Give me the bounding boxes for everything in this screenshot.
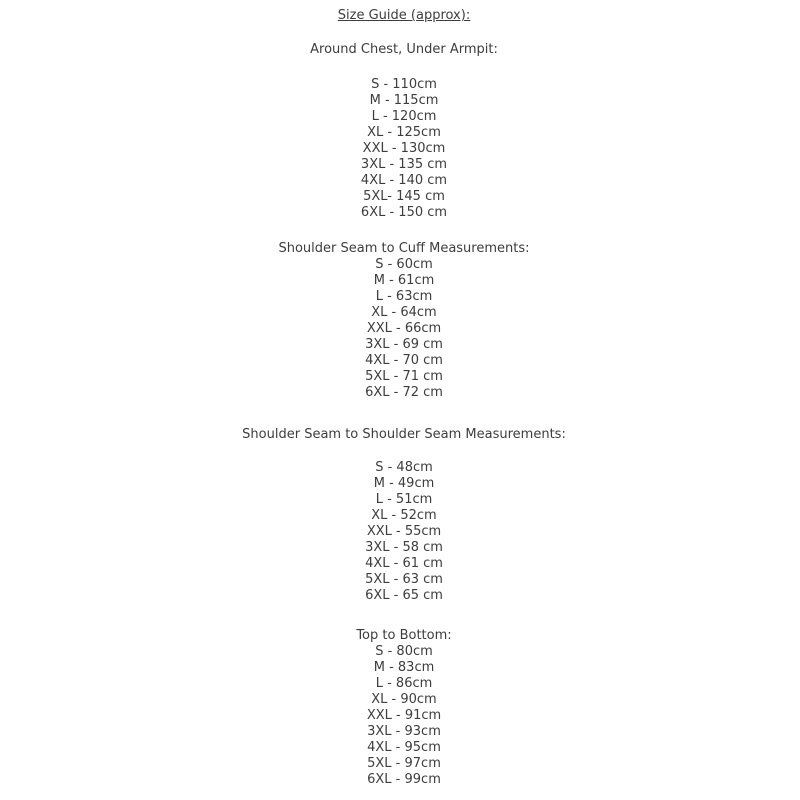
size-row: 4XL - 95cm [367,740,441,755]
size-row: 5XL - 63 cm [365,572,443,587]
size-row: XL - 64cm [371,305,437,320]
section-heading-around-chest: Around Chest, Under Armpit: [310,42,498,57]
size-row: L - 86cm [375,676,433,691]
section-heading-shoulder-to-cuff: Shoulder Seam to Cuff Measurements: [278,241,530,256]
size-list-top-to-bottom [8,644,800,788]
size-row: 5XL - 71 cm [365,369,443,384]
size-row: 6XL - 65 cm [365,588,443,603]
section-heading-top-to-bottom: Top to Bottom: [356,628,452,643]
size-row: XXL - 91cm [366,708,442,723]
size-list-shoulder-to-cuff [8,257,800,401]
size-row: 6XL - 72 cm [365,385,443,400]
section-top-to-bottom [8,628,800,788]
size-row: S - 48cm [375,460,433,475]
size-row: S - 110cm [371,77,437,92]
size-row: M - 49cm [373,476,435,491]
size-row: XXL - 130cm [362,141,446,156]
size-row: XL - 90cm [371,692,437,707]
size-row: M - 61cm [373,273,435,288]
size-row: 3XL - 69 cm [365,337,443,352]
size-list-around-chest [8,77,800,221]
section-around-chest [8,42,800,221]
size-row: 4XL - 140 cm [360,173,448,188]
page-title: Size Guide (approx): [337,8,471,23]
size-list-shoulder-to-shoulder [8,460,800,604]
size-row: XXL - 66cm [366,321,442,336]
section-shoulder-to-shoulder [8,427,800,604]
size-row: 5XL - 97cm [367,756,441,771]
size-row: M - 115cm [369,93,439,108]
size-row: XL - 52cm [371,508,437,523]
section-heading-shoulder-to-shoulder: Shoulder Seam to Shoulder Seam Measurements: [242,427,566,442]
section-shoulder-to-cuff [8,241,800,401]
size-row: 3XL - 135 cm [360,157,448,172]
size-row: L - 120cm [371,109,437,124]
size-row: 4XL - 70 cm [365,353,443,368]
size-row: S - 60cm [375,257,433,272]
size-row: 3XL - 58 cm [365,540,443,555]
size-row: 6XL - 99cm [367,772,441,787]
size-row: 4XL - 61 cm [365,556,443,571]
size-row: M - 83cm [373,660,435,675]
size-row: 3XL - 93cm [367,724,441,739]
size-row: L - 51cm [375,492,433,507]
size-row: 5XL- 145 cm [363,189,445,204]
size-row: L - 63cm [375,289,433,304]
size-row: XXL - 55cm [366,524,442,539]
size-row: S - 80cm [375,644,433,659]
size-row: XL - 125cm [367,125,441,140]
size-row: 6XL - 150 cm [360,205,448,220]
